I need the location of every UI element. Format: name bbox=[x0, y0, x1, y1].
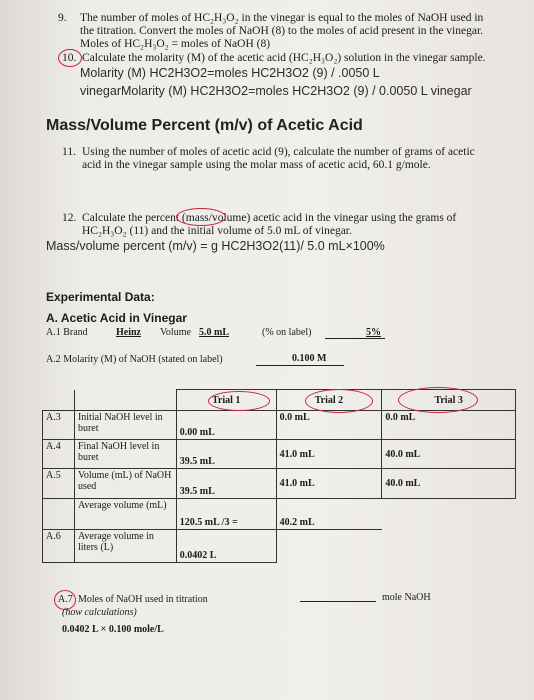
section-heading: Mass/Volume Percent (m/v) of Acetic Acid bbox=[46, 117, 363, 134]
q9-number: 9. bbox=[58, 12, 67, 24]
row-id: A.4 bbox=[43, 440, 75, 469]
q10-typed-answer-1: Molarity (M) HC2H3O2=moles HC2H3O2 (9) / .0050 L bbox=[80, 66, 380, 80]
trial-3-value: 40.0 mL bbox=[382, 440, 516, 469]
red-circle-mark bbox=[176, 208, 226, 226]
q11-line2: acid in the vinegar sample using the molar mass of acetic acid, 60.1 g/mole. bbox=[82, 159, 431, 171]
trial-2-value: 41.0 mL bbox=[276, 440, 382, 469]
trial-2-header: Trial 2 bbox=[276, 390, 382, 411]
red-circle-mark bbox=[58, 49, 82, 67]
trial-3-value: 40.0 mL bbox=[382, 469, 516, 499]
trial-1-header: Trial 1 bbox=[176, 390, 276, 411]
trial-2-value: 0.0 mL bbox=[276, 411, 382, 440]
a7-answer-line bbox=[300, 601, 376, 602]
a1-brand-label: A.1 Brand bbox=[46, 327, 88, 338]
table-empty-cell bbox=[74, 390, 176, 411]
row-label: Initial NaOH level in buret bbox=[74, 411, 176, 440]
q10-number: 10. bbox=[62, 52, 77, 64]
red-circle-mark bbox=[398, 387, 478, 413]
row-label: Final NaOH level in buret bbox=[74, 440, 176, 469]
a7-id: A.7 bbox=[58, 594, 73, 605]
row-label: Average volume in liters (L) bbox=[74, 530, 176, 563]
q12-text bbox=[82, 212, 512, 238]
q10-typed-answer-2: vinegarMolarity (M) HC2H3O2=moles HC2H3O2 (9) / 0.0050 L vinegar bbox=[80, 84, 472, 98]
row-label: Volume (mL) of NaOH used bbox=[74, 469, 176, 499]
q10-text: Calculate the molarity (M) of the acetic acid (HC₂H₃O₂) solution in the vinegar sample. bbox=[82, 52, 486, 64]
q11-text bbox=[82, 146, 512, 172]
red-circle-mark bbox=[305, 389, 373, 413]
trial-2-value bbox=[276, 530, 382, 563]
a2-value: 0.100 M bbox=[292, 353, 327, 364]
trial-3-value bbox=[382, 499, 516, 530]
q12-typed-answer: Mass/volume percent (m/v) = g HC2H3O2(11)/ 5.0 mL×100% bbox=[46, 239, 385, 253]
trial-1-value: 0.0402 L bbox=[176, 530, 276, 563]
row-id: A.3 bbox=[43, 411, 75, 440]
trial-3-value bbox=[382, 530, 516, 563]
row-id bbox=[43, 499, 75, 530]
q12-line1: Calculate the percent (mass/volume) acetic acid in the vinegar using the grams of bbox=[82, 212, 457, 224]
row-label: Average volume (mL) bbox=[74, 499, 176, 530]
a7-label: Moles of NaOH used in titration bbox=[78, 594, 208, 605]
q9-line2: the titration. Convert the moles of NaOH (8) to the moles of acid present in the vinegar. bbox=[80, 25, 484, 37]
red-circle-mark bbox=[208, 391, 270, 411]
table-empty-cell bbox=[43, 390, 75, 411]
row-id: A.5 bbox=[43, 469, 75, 499]
titration-data-table bbox=[42, 389, 516, 563]
a2-blank-line bbox=[256, 365, 344, 366]
q11-number: 11. bbox=[62, 146, 76, 158]
q11-line1: Using the number of moles of acetic acid (9), calculate the number of grams of acetic bbox=[82, 146, 475, 158]
experimental-data-title: Experimental Data: bbox=[46, 290, 155, 304]
q12-line2: HC₂H₃O₂ (11) and the initial volume of 5.0 mL of vinegar. bbox=[82, 225, 352, 237]
table-row bbox=[43, 440, 516, 469]
q12-number: 12. bbox=[62, 212, 77, 224]
table-row bbox=[43, 469, 516, 499]
q9-text bbox=[80, 12, 520, 51]
section-a-title: A. Acetic Acid in Vinegar bbox=[46, 311, 187, 325]
a1-brand-value: Heinz bbox=[116, 327, 141, 338]
table-row bbox=[43, 411, 516, 440]
trial-1-value: 39.5 mL bbox=[176, 440, 276, 469]
row-id: A.6 bbox=[43, 530, 75, 563]
a7-how-note: (how calculations) bbox=[62, 607, 137, 618]
trial-3-header: Trial 3 bbox=[382, 390, 516, 411]
q9-line1: The number of moles of HC₂H₃O₂ in the vinegar is equal to the moles of NaOH used in bbox=[80, 12, 484, 24]
trial-2-value: 41.0 mL bbox=[276, 469, 382, 499]
trial-1-value: 120.5 mL /3 = bbox=[176, 499, 276, 530]
table-row bbox=[43, 499, 516, 530]
a1-volume-value: 5.0 mL bbox=[199, 327, 229, 338]
a1-percent-label: (% on label) bbox=[262, 327, 312, 338]
trial-1-value: 39.5 mL bbox=[176, 469, 276, 499]
trial-3-value: 0.0 mL bbox=[382, 411, 516, 440]
q9-line3: Moles of HC₂H₃O₂ = moles of NaOH (8) bbox=[80, 38, 271, 50]
a2-label: A.2 Molarity (M) of NaOH (stated on label) bbox=[46, 354, 223, 365]
table-row bbox=[43, 530, 516, 563]
trial-2-value: 40.2 mL bbox=[276, 499, 382, 530]
a7-calculation: 0.0402 L × 0.100 mole/L bbox=[62, 624, 164, 635]
trial-1-value: 0.00 mL bbox=[176, 411, 276, 440]
a1-percent-value: 5% bbox=[366, 327, 381, 338]
a7-unit: mole NaOH bbox=[382, 592, 431, 603]
a1-volume-label: Volume bbox=[160, 327, 191, 338]
